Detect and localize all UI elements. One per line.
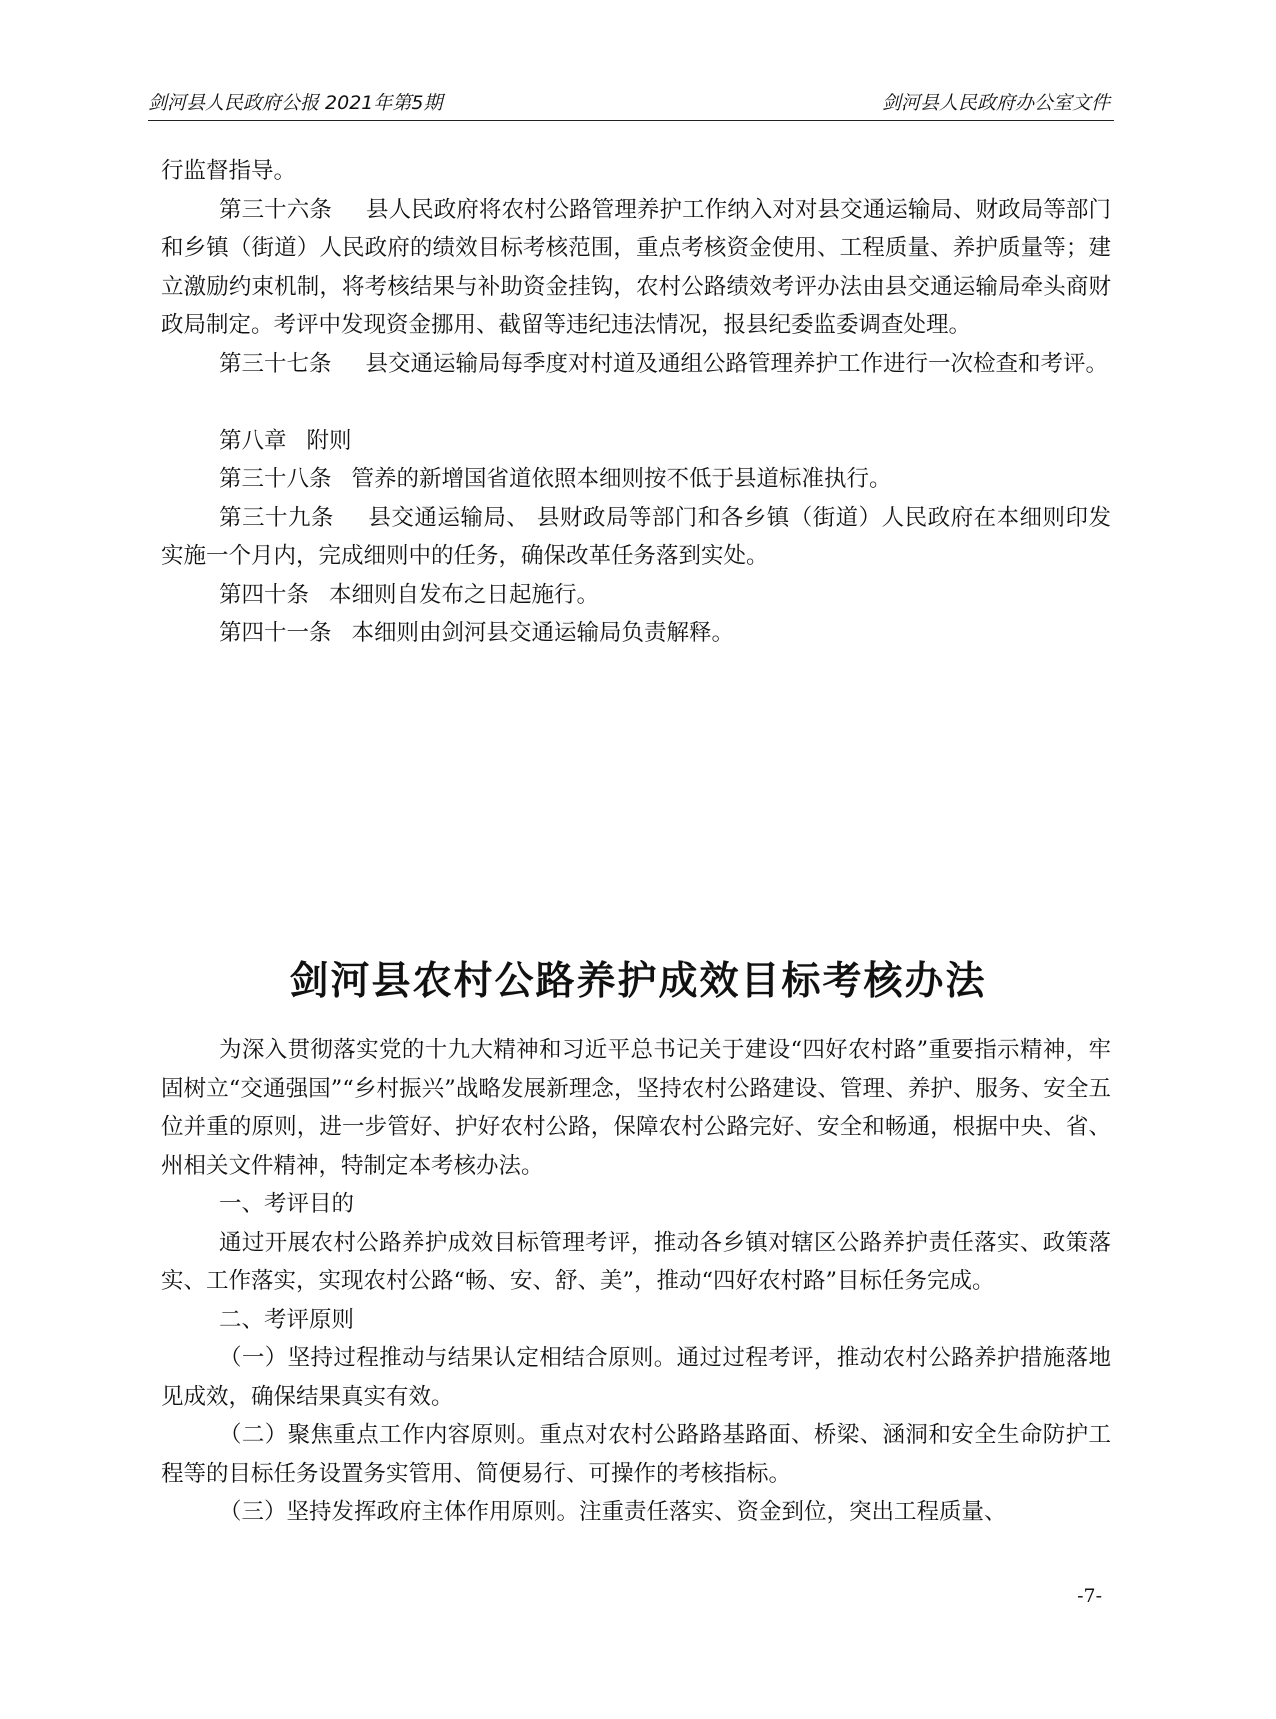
- principle-2: （二）聚焦重点工作内容原则。重点对农村公路路基路面、桥梁、涵洞和安全生命防护工程等的目标任务设置务实管用、简便易行、可操作的考核指标。: [161, 1422, 1111, 1487]
- article-41-heading: 第四十一条: [219, 620, 332, 646]
- section-heading-purpose: 一、考评目的: [219, 1191, 355, 1217]
- chapter-8: [161, 422, 1111, 461]
- chapter-8-title: 附则: [306, 427, 352, 454]
- article-39-heading: 第三十九条: [219, 504, 334, 531]
- section-assessment-method: [161, 1031, 1111, 1532]
- principle-3: （三）坚持发挥政府主体作用原则。注重责任落实、资金到位，突出工程质量、: [219, 1499, 1007, 1525]
- article-37: [161, 345, 1111, 384]
- document-title: 剑河县农村公路养护成效目标考核办法: [289, 958, 987, 1004]
- article-37-text: 县交通运输局每季度对村道及通组公路管理养护工作进行一次检查和考评。: [365, 350, 1109, 377]
- article-39-text: 县交通运输局、 县财政局等部门和各乡镇（街道）人民政府在本细则印发实施一个月内，完成细则中的任务，确保改革任务落到实处。: [161, 504, 1111, 569]
- article-37-heading: 第三十七条: [219, 350, 332, 377]
- article-40-text: 本细则自发布之日起施行。: [329, 581, 600, 608]
- article-36: [161, 191, 1111, 345]
- article-40: [161, 576, 1111, 615]
- section-regulations-end: [161, 152, 1111, 653]
- article-38-heading: 第三十八条: [219, 466, 332, 492]
- article-40-heading: 第四十条: [219, 581, 310, 608]
- principle-1: （一）坚持过程推动与结果认定相结合原则。通过过程考评，推动农村公路养护措施落地见成效，确保结果真实有效。: [161, 1345, 1111, 1410]
- page-number: -7-: [1077, 1585, 1102, 1607]
- intro-paragraph: 为深入贯彻落实党的十九大精神和习近平总书记关于建设“四好农村路”重要指示精神，牢固树立“交通强国”“乡村振兴”战略发展新理念，坚持农村公路建设、管理、养护、服务、安全五位并重的原则，进一步管好、护好农村公路，保障农村公路完好、安全和畅通，根据中央、省、州相关文件精神，特制定本考核办法。: [161, 1037, 1111, 1179]
- purpose-paragraph: 通过开展农村公路养护成效目标管理考评，推动各乡镇对辖区公路养护责任落实、政策落实、工作落实，实现农村公路“畅、安、舒、美”，推动“四好农村路”目标任务完成。: [161, 1229, 1111, 1294]
- page-header: [148, 84, 1114, 121]
- article-38: [161, 460, 1111, 499]
- chapter-8-heading: 第八章: [219, 427, 287, 454]
- article-36-heading: 第三十六条: [219, 196, 332, 223]
- article-41: [161, 614, 1111, 653]
- article-36-text: 县人民政府将农村公路管理养护工作纳入对对县交通运输局、财政局等部门和乡镇（街道）人民政府的绩效目标考核范围，重点考核资金使用、工程质量、养护质量等；建立激励约束机制，将考核结果与补助资金挂钩，农村公路绩效考评办法由县交通运输局牵头商财政局制定。考评中发现资金挪用、截留等违纪违法情况，报县纪委监委调查处理。: [161, 196, 1111, 338]
- header-publication: 剑河县人民政府公报 2021年第5期: [148, 92, 443, 114]
- header-document-type: 剑河县人民政府办公室文件: [881, 92, 1110, 114]
- article-38-text: 管养的新增国省道依照本细则按不低于县道标准执行。: [351, 466, 892, 492]
- paragraph-continuation: 行监督指导。: [161, 158, 297, 184]
- article-41-text: 本细则由剑河县交通运输局负责解释。: [351, 620, 735, 646]
- article-39: [161, 499, 1111, 576]
- section-heading-principles: 二、考评原则: [219, 1306, 355, 1333]
